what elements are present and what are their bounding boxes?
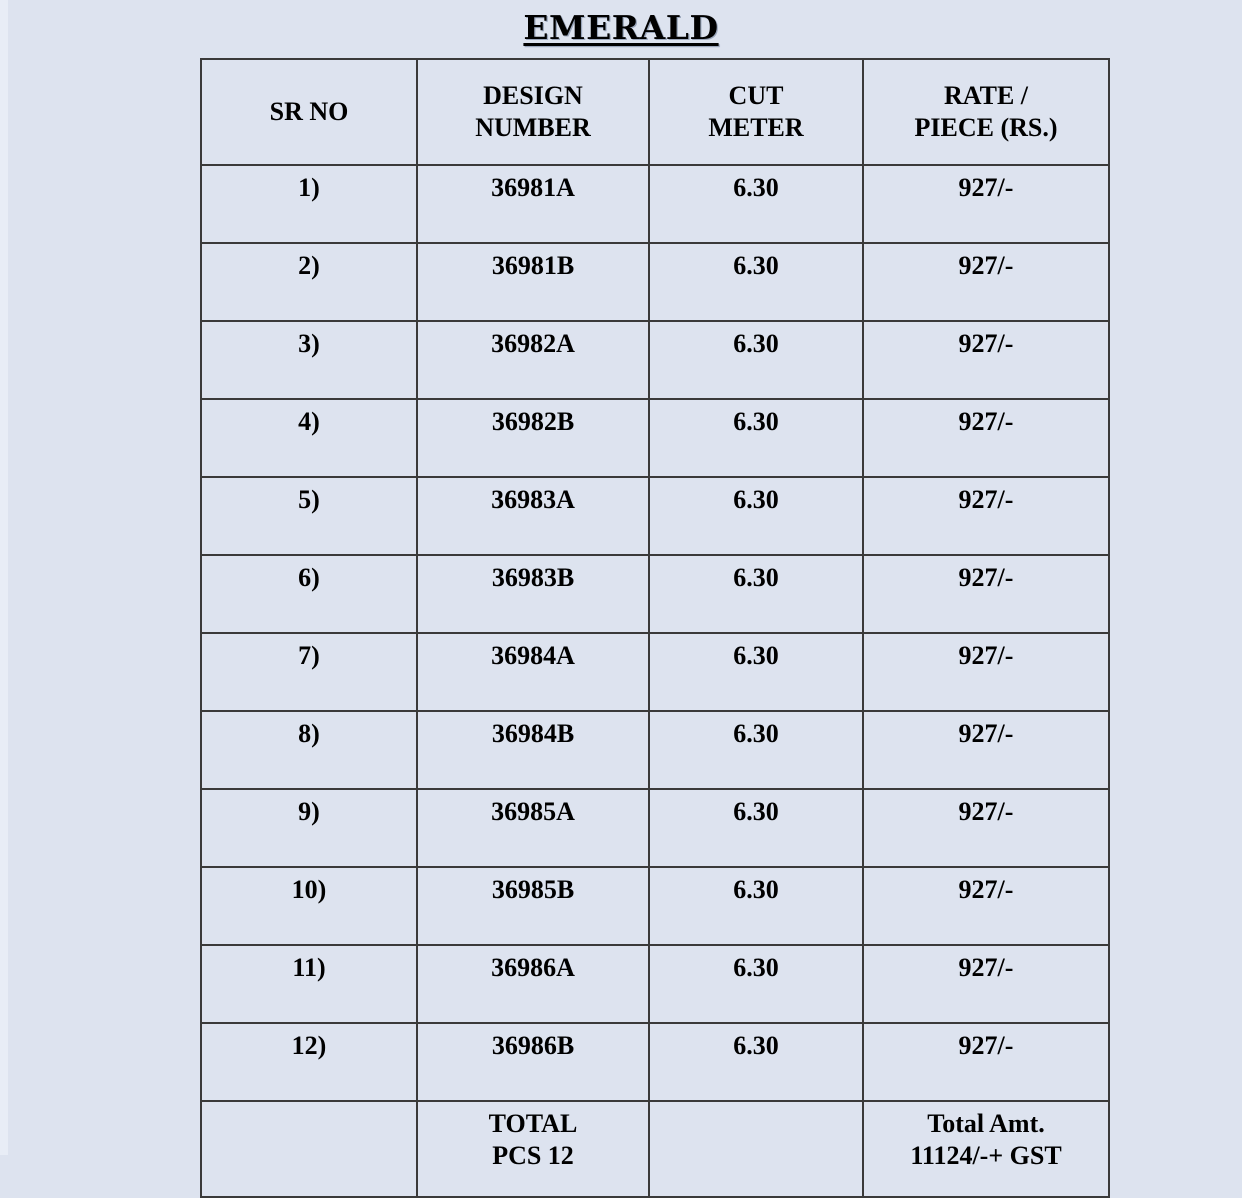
rate-table-container (200, 58, 1108, 1198)
column-header-rate-piece (863, 59, 1109, 165)
cell-rate-piece: 927/- (863, 477, 1109, 555)
table-row (201, 555, 1109, 633)
column-header-cut-meter-line2: METER (708, 113, 804, 142)
table-row (201, 1023, 1109, 1101)
cell-sr-no: 7) (201, 633, 417, 711)
cell-rate-piece: 927/- (863, 711, 1109, 789)
table-row (201, 477, 1109, 555)
table-row (201, 399, 1109, 477)
table-row (201, 165, 1109, 243)
column-header-cut-meter-line1: CUT (728, 81, 784, 111)
cell-rate-piece: 927/- (863, 165, 1109, 243)
cell-cut-meter: 6.30 (649, 555, 863, 633)
cell-design-number: 36983B (417, 555, 649, 633)
column-header-cut-meter (649, 59, 863, 165)
table-row (201, 243, 1109, 321)
rate-table (200, 58, 1110, 1198)
cell-rate-piece: 927/- (863, 243, 1109, 321)
cell-rate-piece: 927/- (863, 633, 1109, 711)
cell-rate-piece: 927/- (863, 867, 1109, 945)
table-row (201, 633, 1109, 711)
table-body (201, 165, 1109, 1197)
column-header-design-number (417, 59, 649, 165)
cell-design-number: 36981B (417, 243, 649, 321)
cell-cut-meter: 6.30 (649, 789, 863, 867)
cell-design-number: 36986A (417, 945, 649, 1023)
table-header (201, 59, 1109, 165)
cell-design-number: 36985B (417, 867, 649, 945)
cell-total-amount (863, 1101, 1109, 1197)
cell-design-number: 36982B (417, 399, 649, 477)
cell-total-cut-meter (649, 1101, 863, 1197)
cell-design-number: 36986B (417, 1023, 649, 1101)
cell-sr-no: 4) (201, 399, 417, 477)
cell-rate-piece: 927/- (863, 555, 1109, 633)
column-header-sr-no (201, 59, 417, 165)
cell-rate-piece: 927/- (863, 1023, 1109, 1101)
cell-cut-meter: 6.30 (649, 633, 863, 711)
cell-sr-no: 2) (201, 243, 417, 321)
cell-total-pieces-line1: TOTAL (488, 1109, 578, 1138)
page-left-margin (0, 0, 8, 1155)
cell-total-pieces-line2: PCS 12 (492, 1140, 574, 1170)
cell-sr-no: 10) (201, 867, 417, 945)
page-title: EMERALD (523, 8, 719, 47)
cell-sr-no: 11) (201, 945, 417, 1023)
column-header-sr-no-line1: SR NO (269, 97, 349, 127)
table-row (201, 789, 1109, 867)
cell-total-amount-line2: 11124/-+ GST (910, 1140, 1062, 1170)
column-header-rate-piece-line1: RATE / (943, 81, 1029, 111)
cell-cut-meter: 6.30 (649, 321, 863, 399)
cell-sr-no: 5) (201, 477, 417, 555)
cell-rate-piece: 927/- (863, 321, 1109, 399)
table-total-row (201, 1101, 1109, 1197)
cell-rate-piece: 927/- (863, 945, 1109, 1023)
cell-sr-no: 1) (201, 165, 417, 243)
cell-sr-no: 3) (201, 321, 417, 399)
cell-sr-no: 8) (201, 711, 417, 789)
table-row (201, 321, 1109, 399)
column-header-design-number-line1: DESIGN (483, 81, 583, 111)
cell-cut-meter: 6.30 (649, 1023, 863, 1101)
table-row (201, 945, 1109, 1023)
cell-design-number: 36984A (417, 633, 649, 711)
cell-total-sr-no (201, 1101, 417, 1197)
column-header-design-number-line2: NUMBER (475, 113, 591, 142)
column-header-rate-piece-line2: PIECE (RS.) (914, 113, 1058, 142)
cell-rate-piece: 927/- (863, 399, 1109, 477)
cell-total-amount-line1: Total Amt. (927, 1109, 1045, 1138)
table-row (201, 867, 1109, 945)
cell-cut-meter: 6.30 (649, 243, 863, 321)
cell-sr-no: 6) (201, 555, 417, 633)
cell-design-number: 36982A (417, 321, 649, 399)
cell-design-number: 36985A (417, 789, 649, 867)
cell-sr-no: 9) (201, 789, 417, 867)
table-row (201, 711, 1109, 789)
cell-cut-meter: 6.30 (649, 867, 863, 945)
cell-sr-no: 12) (201, 1023, 417, 1101)
cell-cut-meter: 6.30 (649, 477, 863, 555)
cell-cut-meter: 6.30 (649, 165, 863, 243)
cell-cut-meter: 6.30 (649, 945, 863, 1023)
cell-rate-piece: 927/- (863, 789, 1109, 867)
cell-total-pieces (417, 1101, 649, 1197)
cell-cut-meter: 6.30 (649, 399, 863, 477)
cell-design-number: 36983A (417, 477, 649, 555)
table-header-row (201, 59, 1109, 165)
cell-design-number: 36984B (417, 711, 649, 789)
cell-design-number: 36981A (417, 165, 649, 243)
cell-cut-meter: 6.30 (649, 711, 863, 789)
